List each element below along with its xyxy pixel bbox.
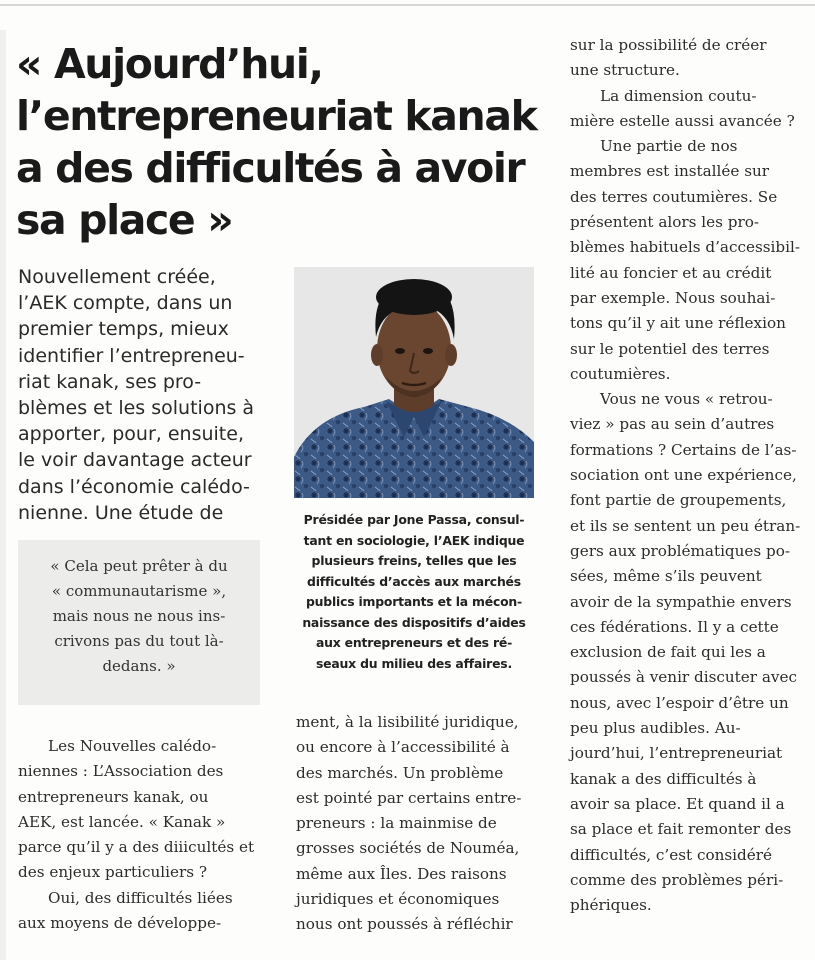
- body-line: aux moyens de développe-: [18, 914, 222, 933]
- caption-line: plusieurs freins, telles que les: [311, 553, 517, 568]
- body-line: ment, à la lisibilité juridique,: [296, 713, 519, 731]
- body-line: ou encore à l’accessibilité à: [296, 738, 510, 757]
- portrait-photo: [294, 267, 534, 498]
- body-line: difficultés, c’est considéré: [570, 845, 772, 864]
- body-line: parce qu’il y a des diiicultés et: [18, 838, 255, 857]
- caption-line: seaux du milieu des affaires.: [316, 655, 512, 671]
- body-line: nous ont poussés à réfléchir: [296, 915, 513, 934]
- body-line: avoir de la sympathie envers: [570, 592, 792, 611]
- photo-caption: [294, 510, 534, 674]
- body-column-1: [18, 734, 260, 936]
- body-line: exclusion de fait qui les a: [570, 643, 766, 662]
- body-line: kanak a des difficultés à: [570, 769, 757, 788]
- body-line: font partie de groupements,: [570, 491, 787, 510]
- lead-line: apporter, pour, ensuite,: [18, 423, 244, 446]
- body-line: AEK, est lancée. « Kanak »: [18, 812, 226, 831]
- headline-line: a des difficultés à avoir: [16, 144, 525, 192]
- pull-quote-line: mais nous ne nous ins-: [52, 607, 226, 625]
- headline-line: « Aujourd’hui,: [16, 40, 323, 88]
- pull-quote-line: dedans. »: [102, 657, 176, 675]
- lead-paragraph: [18, 264, 268, 526]
- pull-quote: [18, 540, 260, 705]
- body-line: et ils se sentent un peu étran-: [570, 516, 801, 535]
- pull-quote-line: « Cela peut prêter à du: [50, 557, 228, 575]
- body-line: des enjeux particuliers ?: [18, 863, 207, 882]
- body-line: juridiques et économiques: [296, 890, 500, 909]
- lead-line: Nouvellement créée,: [18, 266, 216, 288]
- body-line: une structure.: [570, 61, 680, 80]
- body-line: niennes : L’Association des: [18, 762, 224, 781]
- lead-line: identifier l’entrepreneu-: [18, 344, 245, 367]
- lead-line: le voir davantage acteur: [18, 449, 252, 472]
- caption-line: publics importants et la mécon-: [306, 594, 522, 609]
- lead-line: riat kanak, ses pro-: [18, 370, 202, 393]
- body-line: phériques.: [570, 896, 652, 915]
- lead-line: blèmes et les solutions à: [18, 397, 255, 420]
- caption-line: naissance des dispositifs d’aides: [302, 614, 526, 630]
- body-line: Oui, des difficultés liées: [48, 888, 233, 907]
- headline-line: l’entrepreneuriat kanak: [16, 92, 537, 140]
- body-line: jourd’hui, l’entrepreneuriat: [570, 744, 783, 763]
- body-column-3: [570, 33, 808, 918]
- body-line: membres est installée sur: [570, 162, 770, 181]
- body-line: La dimension coutu-: [600, 86, 757, 105]
- body-line: sa place et fait remonter des: [570, 820, 792, 839]
- body-line: mière estelle aussi avancée ?: [570, 111, 795, 130]
- body-line: viez » pas au sein d’autres: [570, 415, 775, 434]
- body-line: Une partie de nos: [600, 137, 738, 156]
- lead-line: premier temps, mieux: [18, 318, 229, 341]
- body-line: avoir sa place. Et quand il a: [570, 794, 785, 813]
- body-line: sociation ont une expérience,: [570, 466, 797, 485]
- body-line: formations ? Certains de l’as-: [570, 440, 797, 459]
- body-line: sur le potentiel des terres: [570, 339, 770, 358]
- body-line: coutumières.: [570, 364, 671, 383]
- caption-line: difficultés d’accès aux marchés: [307, 573, 521, 589]
- body-line: par exemple. Nous souhai-: [570, 288, 776, 307]
- caption-line: Présidée par Jone Passa, consul-: [303, 512, 525, 527]
- body-line: peu plus audibles. Au-: [570, 719, 741, 738]
- body-line: lité au foncier et au crédit: [570, 263, 772, 282]
- headline-line: sa place »: [16, 196, 233, 244]
- body-line: sées, même s’ils peuvent: [570, 567, 762, 586]
- body-line: tons qu’il y ait une réflexion: [570, 314, 786, 333]
- lead-line: l’AEK compte, dans un: [18, 292, 233, 315]
- top-rule: [0, 4, 815, 6]
- lead-line: nienne. Une étude de: [18, 501, 224, 524]
- body-line: Vous ne vous « retrou-: [600, 390, 773, 409]
- body-line: ces fédérations. Il y a cette: [570, 617, 779, 636]
- body-line: grosses sociétés de Nouméa,: [296, 839, 520, 858]
- body-line: Les Nouvelles calédo-: [48, 737, 217, 755]
- body-line: comme des problèmes péri-: [570, 870, 784, 889]
- lead-line: dans l’économie calédo-: [18, 475, 250, 498]
- body-line: même aux Îles. Des raisons: [296, 864, 507, 883]
- body-line: poussés à venir discuter avec: [570, 668, 797, 687]
- caption-line: tant en sociologie, l’AEK indique: [303, 532, 525, 548]
- body-line: preneurs : la mainmise de: [296, 814, 497, 833]
- body-line: gers aux problématiques po-: [570, 541, 791, 560]
- pull-quote-line: crivons pas du tout là-: [54, 632, 224, 650]
- body-line: sur la possibilité de créer: [570, 36, 767, 54]
- caption-line: aux entrepreneurs et des ré-: [315, 635, 513, 650]
- page-edge: [0, 30, 6, 960]
- body-line: blèmes habituels d’accessibil-: [570, 238, 800, 257]
- headline: [16, 38, 546, 246]
- portrait-illustration: [294, 267, 534, 498]
- body-column-2: [296, 710, 537, 938]
- body-line: des terres coutumières. Se: [570, 187, 778, 206]
- body-line: est pointé par certains entre-: [296, 788, 522, 807]
- body-line: des marchés. Un problème: [296, 763, 504, 782]
- body-line: entrepreneurs kanak, ou: [18, 787, 209, 806]
- body-line: présentent alors les pro-: [570, 213, 759, 232]
- body-line: nous, avec l’espoir d’être un: [570, 693, 789, 712]
- pull-quote-line: « communautarisme »,: [51, 582, 227, 600]
